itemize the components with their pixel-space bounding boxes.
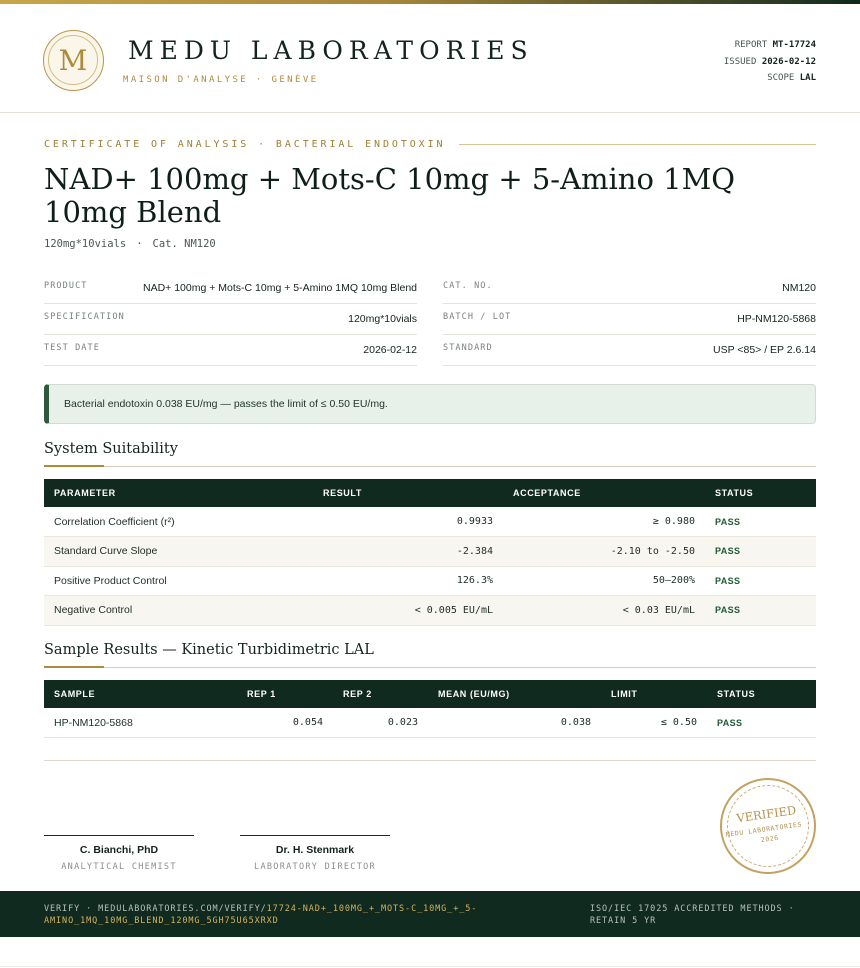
status-badge: PASS — [707, 708, 816, 738]
col-header-acceptance: ACCEPTANCE — [513, 488, 581, 498]
cell-rep2: 0.023 — [333, 708, 428, 738]
stamp-ring-text: MEDU LABORATORIES · 2026 — [725, 819, 812, 845]
col-header-limit: LIMIT — [611, 689, 638, 699]
section-rule — [44, 466, 816, 467]
info-row-test-date — [44, 335, 417, 366]
col-header-mean: MEAN (EU/MG) — [438, 689, 510, 699]
status-badge: PASS — [705, 566, 816, 596]
section-rule — [44, 667, 816, 668]
cell-mean: 0.038 — [428, 708, 601, 738]
section-title-system-suitability — [44, 441, 816, 457]
result-notice: Bacterial endotoxin 0.038 EU/mg — passes the limit of ≤ 0.50 EU/mg. — [44, 384, 816, 424]
info-row-standard — [443, 335, 816, 366]
col-header-status: STATUS — [717, 689, 756, 699]
info-row-product — [44, 273, 417, 304]
info-key: SPECIFICATION — [44, 312, 125, 322]
col-header-result: RESULT — [323, 488, 362, 498]
signatory-role: ANALYTICAL CHEMIST — [61, 862, 177, 872]
table-header-row — [44, 680, 816, 708]
info-grid-right — [443, 273, 816, 366]
col-header-status: STATUS — [715, 488, 754, 498]
info-value: 120mg*10vials — [348, 313, 417, 325]
cell-acceptance: ≥ 0.980 — [503, 507, 705, 537]
table-row — [44, 708, 816, 738]
table-row — [44, 507, 816, 537]
sample-results-table — [44, 680, 816, 738]
status-badge: PASS — [705, 507, 816, 537]
verify-line — [44, 903, 514, 927]
kicker-rule — [459, 144, 816, 145]
report-meta — [724, 37, 816, 87]
report-number: MT-17724 — [772, 40, 816, 50]
verify-prefix: VERIFY · MEDULABORATORIES.COM/VERIFY/ — [44, 904, 267, 914]
cell-result: -2.384 — [313, 537, 503, 567]
cell-result: < 0.005 EU/mL — [313, 596, 503, 626]
product-subline — [44, 238, 216, 250]
accreditation-note: ISO/IEC 17025 ACCREDITED METHODS · RETAIN 5 YR — [590, 904, 795, 926]
cell-result: 0.9933 — [313, 507, 503, 537]
cell-parameter: Positive Product Control — [44, 566, 313, 596]
issued-date: 2026-02-12 — [761, 56, 816, 67]
col-header-rep2: REP 2 — [343, 689, 372, 699]
signatory-name: C. Bianchi, PhD — [79, 844, 159, 856]
cell-acceptance: -2.10 to -2.50 — [503, 537, 705, 567]
signature-divider — [44, 760, 816, 761]
separator-dot: · — [136, 238, 143, 250]
signature-block-director — [240, 835, 390, 872]
verified-stamp — [714, 772, 822, 880]
info-key: TEST DATE — [44, 343, 100, 353]
report-label: REPORT — [734, 40, 768, 50]
info-key: PRODUCT — [44, 281, 88, 291]
cell-limit: ≤ 0.50 — [601, 708, 707, 738]
cell-sample: HP-NM120-5868 — [44, 708, 237, 738]
cell-acceptance: 50–200% — [503, 566, 705, 596]
info-grid-left — [44, 273, 417, 366]
status-badge: PASS — [705, 537, 816, 567]
info-key: CAT. NO. — [443, 281, 493, 291]
info-row-batch — [443, 304, 816, 335]
table-row — [44, 566, 816, 596]
cell-rep1: 0.054 — [237, 708, 333, 738]
info-key: STANDARD — [443, 343, 493, 353]
section-heading: System Suitability — [44, 441, 178, 457]
info-key: BATCH / LOT — [443, 312, 512, 322]
info-value: NM120 — [782, 282, 816, 294]
stamp-main-text: VERIFIED — [735, 803, 798, 826]
info-value: NAD+ 100mg + Mots-C 10mg + 5-Amino 1MQ 10mg Blend — [143, 282, 417, 294]
issued-label: ISSUED — [723, 56, 757, 67]
brand-name: MEDU LABORATORIES — [128, 36, 534, 65]
col-header-parameter: PARAMETER — [54, 488, 116, 498]
system-suitability-table — [44, 479, 816, 626]
table-header-row — [44, 479, 816, 507]
signatory-role: LABORATORY DIRECTOR — [254, 862, 376, 872]
verify-link[interactable]: 17724-NAD+_100MG_+_MOTS-C_10MG_+_5-AMINO_1MQ_10MG_BLEND_120MG_5GH75U65XRXD — [44, 904, 478, 926]
pack-size: 120mg*10vials — [44, 238, 127, 250]
catalog-number: Cat. NM120 — [152, 238, 216, 250]
section-heading: Sample Results — Kinetic Turbidimetric LAL — [44, 642, 374, 658]
report-header — [0, 4, 860, 113]
logo-letter: M — [48, 35, 98, 85]
info-value: 2026-02-12 — [363, 344, 417, 356]
scope-value: LAL — [799, 73, 816, 83]
cell-parameter: Standard Curve Slope — [44, 537, 313, 567]
section-accent — [44, 666, 104, 668]
col-header-sample: SAMPLE — [54, 689, 96, 699]
info-value: HP-NM120-5868 — [737, 313, 816, 325]
kicker-text: CERTIFICATE OF ANALYSIS · BACTERIAL ENDOTOXIN — [44, 139, 446, 150]
table-row — [44, 537, 816, 567]
signature-block-analyst — [44, 835, 194, 872]
section-accent — [44, 465, 104, 467]
document-kicker — [44, 139, 816, 150]
info-row-specification — [44, 304, 417, 335]
cell-result: 126.3% — [313, 566, 503, 596]
report-footer — [0, 891, 860, 937]
table-row — [44, 596, 816, 626]
section-title-sample-results — [44, 642, 816, 658]
cell-parameter: Negative Control — [44, 596, 313, 626]
signatory-name: Dr. H. Stenmark — [275, 844, 355, 856]
page-bottom-rule — [0, 966, 860, 967]
status-badge: PASS — [705, 596, 816, 626]
scope-label: SCOPE — [767, 73, 795, 83]
col-header-rep1: REP 1 — [247, 689, 276, 699]
logo-seal — [43, 30, 104, 91]
cell-parameter: Correlation Coefficient (r²) — [44, 507, 313, 537]
brand-subtitle: MAISON D'ANALYSE · GENÈVE — [123, 75, 319, 85]
info-row-cat-no — [443, 273, 816, 304]
info-value: USP <85> / EP 2.6.14 — [713, 344, 816, 356]
cell-acceptance: < 0.03 EU/mL — [503, 596, 705, 626]
product-title: NAD+ 100mg + Mots-C 10mg + 5-Amino 1MQ 10mg Blend — [44, 162, 736, 229]
